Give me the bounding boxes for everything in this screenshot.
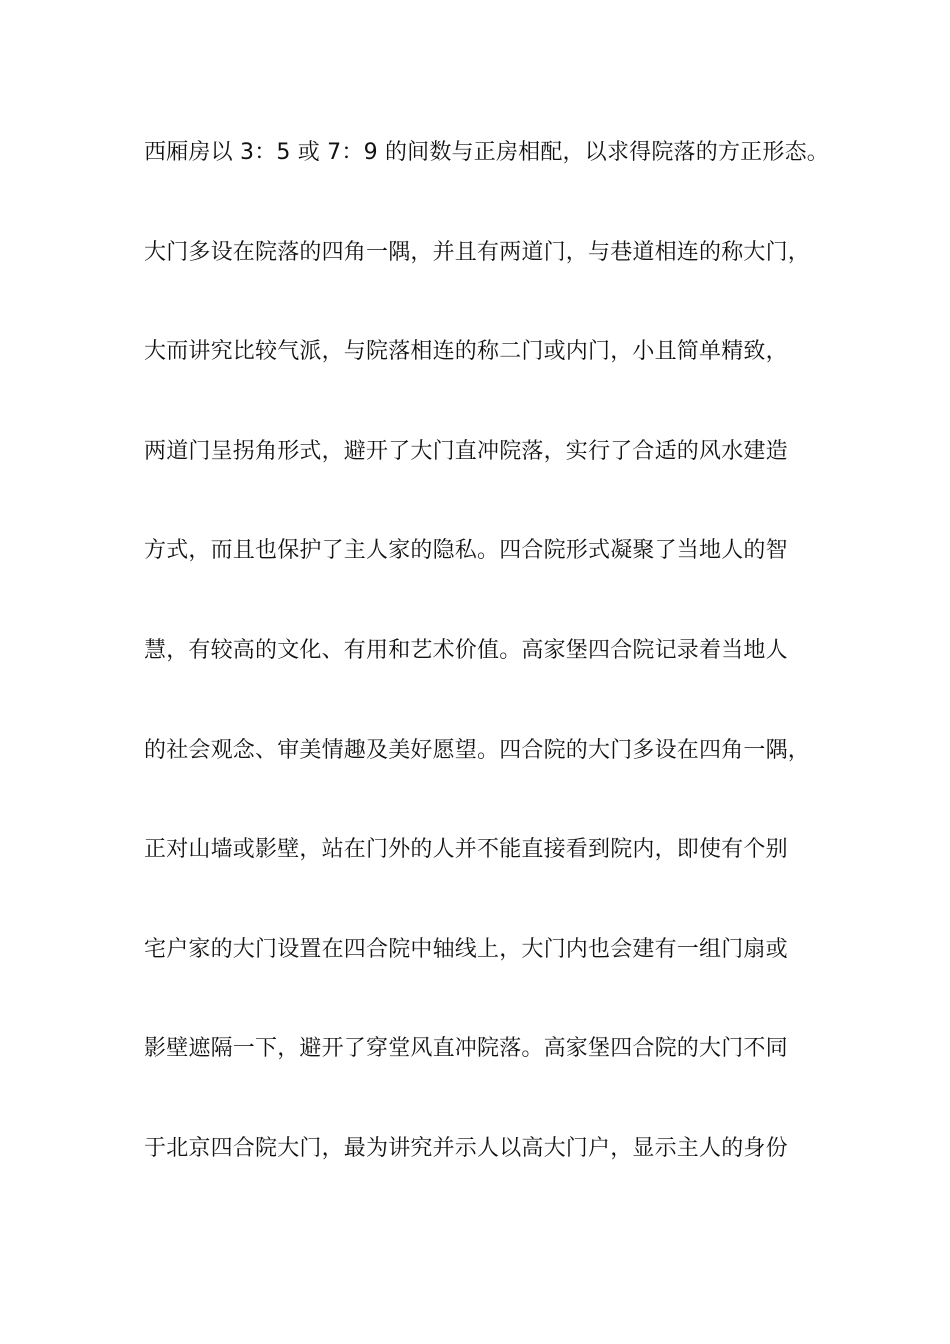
- text-line: 西厢房以 3：5 或 7：9 的间数与正房相配，以求得院落的方正形态。: [144, 140, 829, 165]
- text-line: 大门多设在院落的四角一隅，并且有两道门，与巷道相连的称大门，: [144, 239, 811, 265]
- text-line: 两道门呈拐角形式，避开了大门直冲院落，实行了合适的风水建造: [144, 438, 788, 464]
- text-line: 大而讲究比较气派，与院落相连的称二门或内门，小且简单精致，: [144, 339, 788, 365]
- text-line: 正对山墙或影壁，站在门外的人并不能直接看到院内，即使有个别: [144, 837, 788, 863]
- text-line: 宅户家的大门设置在四合院中轴线上，大门内也会建有一组门扇或: [144, 936, 788, 962]
- text-line: 慧，有较高的文化、有用和艺术价值。高家堡四合院记录着当地人: [144, 637, 788, 663]
- text-line: 方式，而且也保护了主人家的隐私。四合院形式凝聚了当地人的智: [144, 538, 788, 564]
- text-line: 的社会观念、审美情趣及美好愿望。四合院的大门多设在四角一隅，: [144, 737, 811, 763]
- text-line: 于北京四合院大门，最为讲究并示人以高大门户，显示主人的身份: [144, 1135, 788, 1161]
- body-text: [144, 131, 834, 1227]
- text-line: 影壁遮隔一下，避开了穿堂风直冲院落。高家堡四合院的大门不同: [144, 1036, 788, 1062]
